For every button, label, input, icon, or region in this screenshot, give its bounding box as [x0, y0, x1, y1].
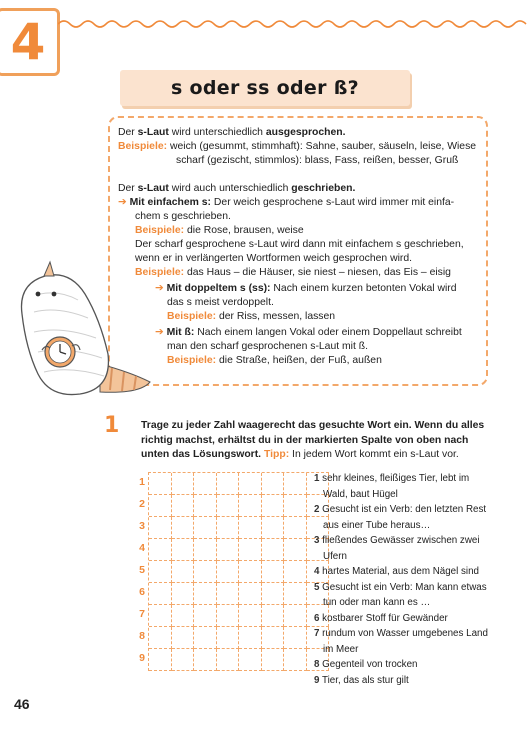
grid-cell[interactable]: [194, 517, 217, 539]
clue-item: 1 sehr kleines, fleißiges Tier, lebt im: [314, 473, 470, 484]
grid-cell[interactable]: [239, 605, 262, 627]
rule-line-5: ➔ Mit einfachem s: Der weich gesprochene s-Laut wird immer mit einfa-: [118, 197, 455, 208]
grid-cell[interactable]: [262, 561, 285, 583]
rule-line-6: chem s geschrieben.: [135, 211, 231, 222]
grid-cell[interactable]: [172, 605, 195, 627]
grid-row-number: 7: [139, 608, 145, 620]
grid-row-number: 3: [139, 520, 145, 532]
clue-item-continuation: im Meer: [323, 643, 359, 655]
grid-cell[interactable]: [217, 495, 240, 517]
grid-cell[interactable]: [194, 561, 217, 583]
grid-cell[interactable]: [149, 473, 172, 495]
grid-cell[interactable]: [149, 561, 172, 583]
grid-cell[interactable]: [262, 649, 285, 671]
grid-cell[interactable]: [262, 473, 285, 495]
grid-cell[interactable]: [194, 495, 217, 517]
grid-cell[interactable]: [194, 583, 217, 605]
grid-cell[interactable]: [172, 495, 195, 517]
grid-cell[interactable]: [262, 495, 285, 517]
grid-cell[interactable]: [194, 627, 217, 649]
grid-row-number: 9: [139, 652, 145, 664]
clue-item: 7 rundum von Wasser umgebenes Land: [314, 628, 488, 639]
exercise-number: 1: [104, 413, 120, 438]
grid-row-number: 4: [139, 542, 145, 554]
grid-cell[interactable]: [284, 583, 307, 605]
grid-cell[interactable]: [284, 539, 307, 561]
rule-line-8: Der scharf gesprochene s-Laut wird dann mit einfachem s geschrieben,: [135, 239, 464, 250]
grid-cell[interactable]: [284, 561, 307, 583]
grid-cell[interactable]: [172, 627, 195, 649]
grid-cell[interactable]: [194, 605, 217, 627]
grid-cell[interactable]: [284, 473, 307, 495]
grid-cell[interactable]: [172, 583, 195, 605]
grid-cell[interactable]: [149, 627, 172, 649]
clue-item-continuation: Ufern: [323, 550, 347, 562]
chapter-number: 4: [0, 8, 60, 76]
grid-cell[interactable]: [284, 517, 307, 539]
grid-cell[interactable]: [239, 649, 262, 671]
decorative-wave-line: [58, 14, 531, 34]
rule-line-7: Beispiele: die Rose, brausen, weise: [135, 225, 304, 236]
rule-line-9: wenn er in verlängerten Wortformen weich gesprochen wird.: [135, 253, 413, 264]
grid-cell[interactable]: [284, 605, 307, 627]
page-title: s oder ss oder ß?: [120, 70, 410, 106]
grid-cell[interactable]: [239, 473, 262, 495]
clue-item: 9 Tier, das als stur gilt: [314, 674, 409, 686]
rule-line-15: man den scharf gesprochenen s-Laut mit ß.: [167, 341, 368, 352]
arrow-icon: ➔: [155, 327, 164, 338]
rule-line-11: ➔ Mit doppeltem s (ss): Nach einem kurzen betonten Vokal wird: [155, 283, 457, 294]
grid-cell[interactable]: [194, 649, 217, 671]
arrow-icon: ➔: [118, 197, 127, 208]
grid-cell[interactable]: [217, 583, 240, 605]
grid-cell[interactable]: [262, 627, 285, 649]
clue-item: 8 Gegenteil von trocken: [314, 659, 418, 670]
rule-line-10: Beispiele: das Haus – die Häuser, sie niest – niesen, das Eis – eisig: [135, 267, 451, 278]
rule-line-14: ➔ Mit ß: Nach einem langen Vokal oder einem Doppellaut schreibt: [155, 327, 462, 338]
clue-item: 3 fließendes Gewässer zwischen zwei: [314, 535, 480, 546]
grid-cell[interactable]: [239, 517, 262, 539]
grid-cell[interactable]: [217, 561, 240, 583]
rule-line-4: Der s-Laut wird auch unterschiedlich geschrieben.: [118, 183, 356, 194]
grid-cell[interactable]: [239, 495, 262, 517]
page-number: 46: [14, 696, 30, 712]
crossword-grid[interactable]: [148, 472, 329, 671]
grid-cell[interactable]: [172, 649, 195, 671]
rule-line-12: das s meist verdoppelt.: [167, 297, 274, 308]
grid-cell[interactable]: [262, 583, 285, 605]
grid-row-number: 8: [139, 630, 145, 642]
grid-cell[interactable]: [239, 561, 262, 583]
grid-cell[interactable]: [262, 605, 285, 627]
clue-item-continuation: aus einer Tube heraus…: [323, 519, 431, 531]
grid-row-number: 5: [139, 564, 145, 576]
rule-line-16: Beispiele: die Straße, heißen, der Fuß, außen: [167, 355, 382, 366]
rule-line-2: Beispiele: weich (gesummt, stimmhaft): Sahne, sauber, säuseln, leise, Wiese: [118, 141, 477, 152]
grid-cell[interactable]: [149, 605, 172, 627]
clue-item: 5 Gesucht ist ein Verb: Man kann etwas: [314, 581, 487, 593]
grid-row-number: 2: [139, 498, 145, 510]
grid-cell[interactable]: [194, 539, 217, 561]
grid-cell[interactable]: [172, 561, 195, 583]
grid-cell[interactable]: [239, 627, 262, 649]
rule-line-13: Beispiele: der Riss, messen, lassen: [167, 311, 336, 322]
grid-cell[interactable]: [217, 649, 240, 671]
grid-cell[interactable]: [149, 495, 172, 517]
mascot-illustration: [0, 254, 160, 404]
arrow-icon: ➔: [155, 283, 164, 294]
grid-cell[interactable]: [172, 539, 195, 561]
grid-cell[interactable]: [172, 473, 195, 495]
grid-cell[interactable]: [194, 473, 217, 495]
grid-cell[interactable]: [172, 517, 195, 539]
rule-line-3: scharf (gezischt, stimmlos): blass, Fass, reißen, besser, Gruß: [176, 155, 459, 166]
rule-line-1: Der s-Laut wird unterschiedlich ausgesprochen.: [118, 127, 346, 138]
grid-row-number: 6: [139, 586, 145, 598]
grid-row-number: 1: [139, 476, 145, 488]
grid-cell[interactable]: [284, 649, 307, 671]
clue-item: 2 Gesucht ist ein Verb: den letzten Rest: [314, 504, 487, 515]
grid-cell[interactable]: [149, 583, 172, 605]
grid-cell[interactable]: [217, 627, 240, 649]
grid-cell[interactable]: [239, 539, 262, 561]
grid-cell[interactable]: [239, 583, 262, 605]
grid-cell[interactable]: [284, 495, 307, 517]
clue-item-continuation: tun oder man kann es …: [323, 597, 431, 608]
grid-cell[interactable]: [217, 605, 240, 627]
grid-cell[interactable]: [217, 539, 240, 561]
grid-cell[interactable]: [149, 539, 172, 561]
grid-cell[interactable]: [217, 517, 240, 539]
clue-item: 4 hartes Material, aus dem Nägel sind: [314, 566, 480, 577]
grid-cell[interactable]: [149, 649, 172, 671]
grid-cell[interactable]: [284, 627, 307, 649]
grid-cell[interactable]: [217, 473, 240, 495]
grid-cell[interactable]: [149, 517, 172, 539]
grid-cell[interactable]: [262, 517, 285, 539]
clue-item: 6 kostbarer Stoff für Gewänder: [314, 612, 448, 624]
exercise-instructions: Trage zu jeder Zahl waagerecht das gesuchte Wort ein. Wenn du alles richtig machst, erhältst du in der markierten Spalte von oben nach unten das Lösungswort. Tipp: In jedem Wort kommt ein s-Laut vor.: [141, 420, 485, 460]
clue-item-continuation: Wald, baut Hügel: [323, 488, 398, 500]
grid-cell[interactable]: [262, 539, 285, 561]
